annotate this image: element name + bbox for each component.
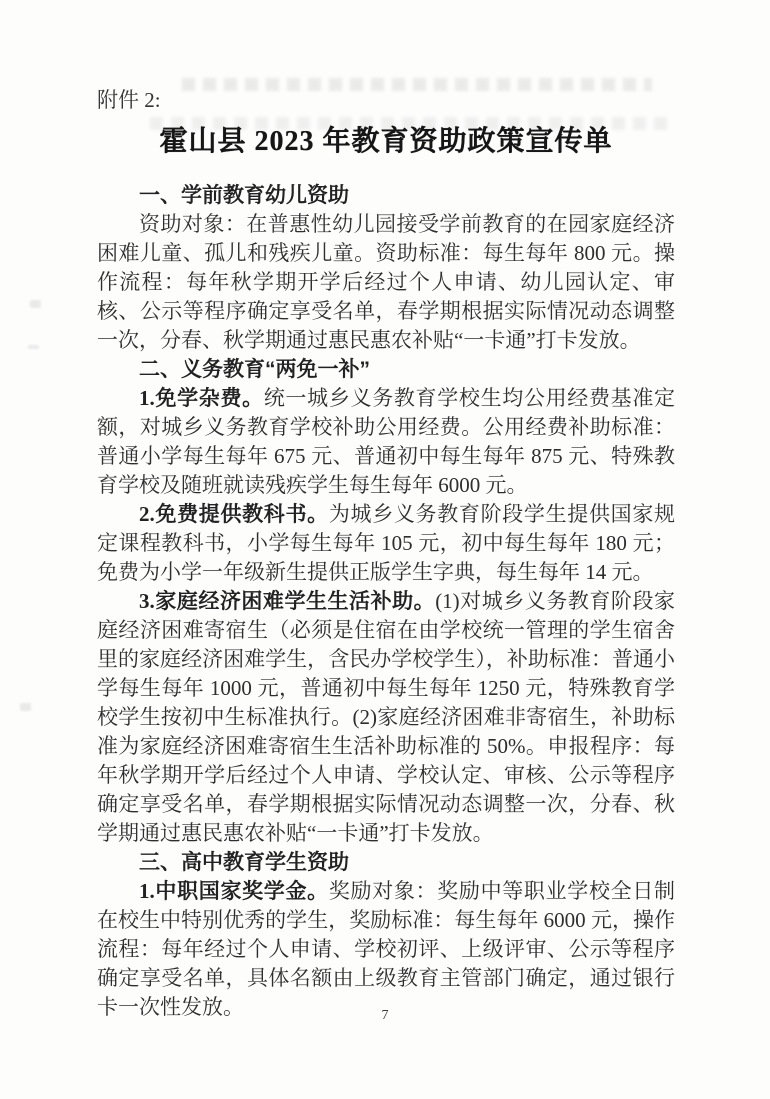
margin-smudge: [20, 703, 31, 711]
paragraph-text: 资助对象：在普惠性幼儿园接受学前教育的在园家庭经济困难儿童、孤儿和残疾儿童。资助标准：每生每年 800 元。操作流程：每年秋学期开学后经过个人申请、幼儿园认定、审核、公示等程序确定享受名单，春学期根据实际情况动态调整一次，分春、秋学期通过惠民惠农补贴“一卡通”打卡发放。: [97, 212, 675, 352]
document-body: [97, 86, 675, 1022]
paragraph: [97, 210, 675, 355]
paragraph-lead: 2.免费提供教科书。: [139, 502, 329, 526]
paragraph: [97, 384, 675, 500]
paragraph-text: 为城乡义务教育阶段学生提供国家规定课程教科书，小学每生每年 105 元，初中每生每年 180 元；免费为小学一年级新生提供正版学生字典，每生每年 14 元。: [97, 502, 675, 584]
paragraph-text: (1)对城乡义务教育阶段家庭经济困难寄宿生（必须是住宿在由学校统一管理的学生宿舍里的家庭经济困难学生，含民办学校学生），补助标准：普通小学每生每年 1000 元，普通初中每生每年 1250 元，特殊教育学校学生按初中生标准执行。(2)家庭经济困难非寄宿生，补助标准为家庭经济困难寄宿生生活补助标准的 50%。申报程序：每年秋学期开学后经过个人申请、学校认定、审核、公示等程序确定享受名单，春学期根据实际情况动态调整一次，分春、秋学期通过惠民惠农补贴“一卡通”打卡发放。: [97, 589, 675, 845]
paragraph-text: 奖励对象：奖励中等职业学校全日制在校生中特别优秀的学生，奖励标准：每生每年 6000 元，操作流程：每年经过个人申请、学校初评、上级评审、公示等程序确定享受名单，具体名额由上级教育主管部门确定，通过银行卡一次性发放。: [97, 879, 675, 1019]
attachment-label: 附件 2:: [97, 88, 161, 112]
paragraph-lead: 1.中职国家奖学金。: [139, 879, 329, 903]
margin-smudge: [28, 345, 39, 349]
paragraph-lead: 3.家庭经济困难学生生活补助。: [139, 589, 436, 613]
section-heading-preschool: 一、学前教育幼儿资助: [139, 184, 349, 207]
paragraph: [97, 587, 675, 848]
paragraph: [97, 500, 675, 587]
page-number: 7: [381, 1008, 389, 1023]
margin-smudge: [30, 300, 41, 308]
paragraph-lead: 1.免学杂费。: [139, 386, 264, 410]
paragraph-text: 统一城乡义务教育学校生均公用经费基准定额，对城乡义务教育学校补助公用经费。公用经费补助标准：普通小学每生每年 675 元、普通初中每生每年 875 元、特殊教育学校及随班就读残疾学生每生每年 6000 元。: [97, 386, 675, 497]
section-heading-highschool: 三、高中教育学生资助: [139, 851, 349, 874]
paragraph: [97, 877, 675, 1022]
section-heading-compulsory: 二、义务教育“两免一补”: [139, 358, 370, 381]
document-title: 霍山县 2023 年教育资助政策宣传单: [159, 126, 613, 157]
